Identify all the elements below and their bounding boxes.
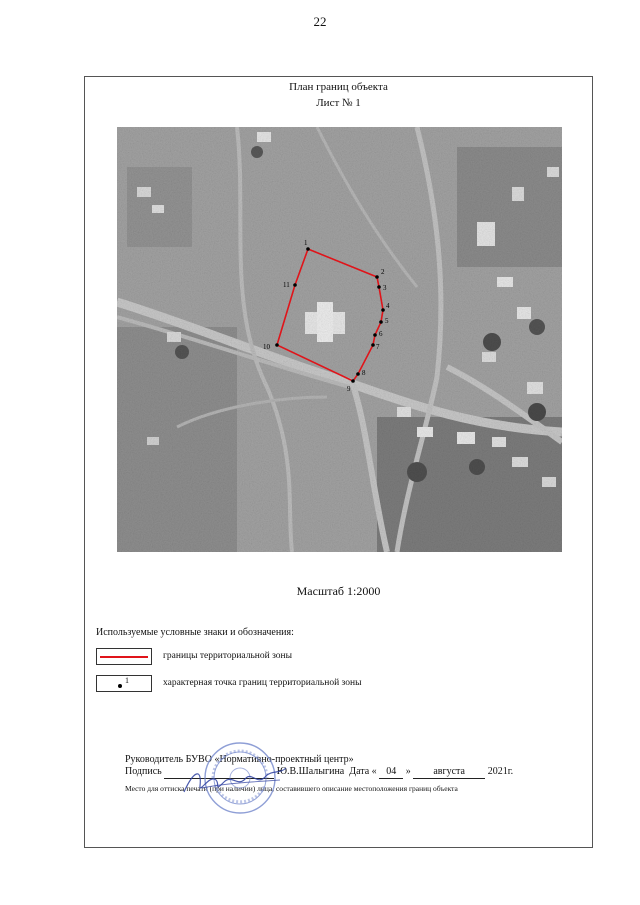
point-label-7: 7	[376, 343, 380, 351]
stamp-note: Место для оттиска печати (при наличии) лица, составившего описание местоположения границ объекта	[125, 784, 458, 793]
point-label-1: 1	[304, 239, 308, 247]
boundary-line-icon	[100, 656, 148, 658]
boundary-point	[375, 275, 379, 279]
boundary-point	[379, 320, 383, 324]
boundary-point	[275, 343, 279, 347]
boundary-point	[373, 333, 377, 337]
legend-heading: Используемые условные знаки и обозначения:	[96, 627, 294, 638]
handwritten-signature	[180, 764, 290, 798]
date-mid: »	[405, 766, 411, 777]
signer-organization: Руководитель БУВО «Нормативно-проектный центр»	[125, 754, 354, 765]
aerial-photo	[117, 127, 562, 552]
legend-point-symbol	[96, 675, 152, 692]
date-month: августа	[413, 766, 485, 779]
plan-title: План границ объекта	[289, 81, 388, 93]
date-day: 04	[379, 766, 403, 779]
point-label-5: 5	[385, 317, 389, 325]
boundary-point	[371, 343, 375, 347]
point-label-8: 8	[362, 369, 366, 377]
legend-line-symbol	[96, 648, 152, 665]
legend-point-label: характерная точка границ территориальной зоны	[163, 678, 362, 688]
boundary-point	[381, 308, 385, 312]
legend-line-label: границы территориальной зоны	[163, 651, 293, 661]
point-label-10: 10	[263, 343, 270, 351]
point-dot-icon	[118, 684, 122, 688]
signer-name: Ю.В.Шалыгина	[276, 766, 345, 777]
boundary-point	[377, 285, 381, 289]
boundary-point	[351, 379, 355, 383]
point-label-3: 3	[383, 284, 387, 292]
aerial-map	[117, 127, 562, 552]
point-label-11: 11	[283, 281, 290, 289]
date-prefix: Дата «	[349, 766, 377, 777]
boundary-point	[293, 283, 297, 287]
page-number: 22	[313, 14, 327, 29]
boundary-point	[306, 247, 310, 251]
point-label-2: 2	[381, 268, 385, 276]
map-scale: Масштаб 1:2000	[296, 584, 381, 598]
point-label-6: 6	[379, 330, 383, 338]
point-label-9: 9	[347, 385, 351, 393]
legend-point-sample: 1	[125, 676, 129, 685]
point-label-4: 4	[386, 302, 390, 310]
boundary-point	[356, 372, 360, 376]
sheet-number: Лист № 1	[316, 97, 361, 109]
date-year: 2021г.	[487, 766, 514, 777]
plan-frame	[84, 76, 593, 848]
sign-prefix: Подпись	[125, 766, 162, 777]
